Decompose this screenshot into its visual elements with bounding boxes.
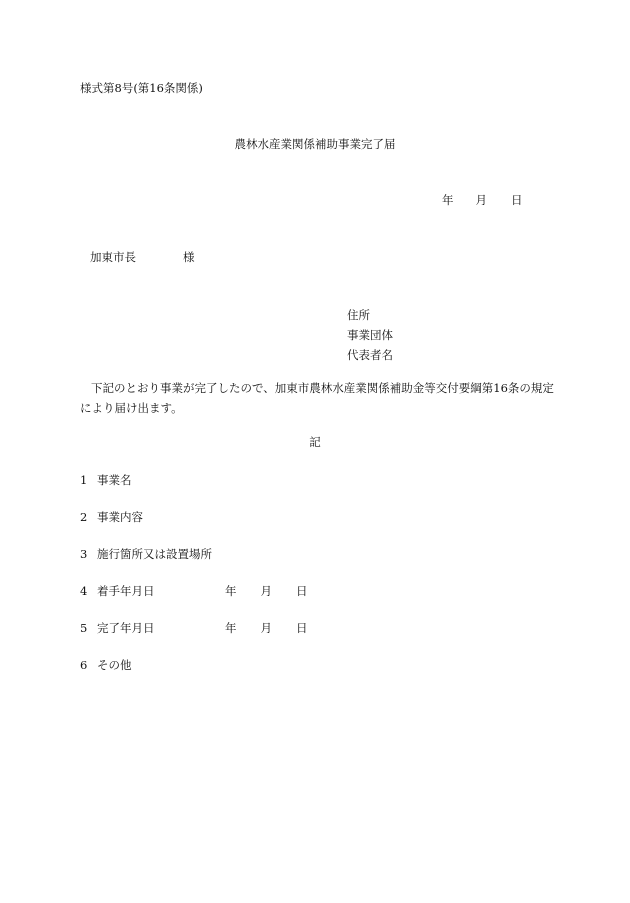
year-label: 年 [225, 621, 237, 635]
organization-label: 事業団体 [347, 328, 393, 342]
representative-label: 代表者名 [347, 348, 393, 362]
ki-heading: 記 [309, 435, 321, 449]
item-number: 1 [80, 473, 88, 487]
addressee-name: 加東市長 [90, 250, 136, 264]
applicant-block [347, 305, 393, 365]
form-number: 様式第8号(第16条関係) [80, 81, 203, 95]
year-label: 年 [225, 584, 237, 598]
month-label: 月 [475, 193, 487, 207]
item-label: 事業名 [97, 473, 132, 487]
month-label: 月 [260, 621, 272, 635]
completion-date-fields [225, 621, 308, 635]
year-label: 年 [442, 193, 454, 207]
list-item [80, 547, 212, 561]
address-label: 住所 [347, 308, 370, 322]
body-text: 下記のとおり事業が完了したので、加東市農林水産業関係補助金等交付要綱第16条の規定により届け出ます。 [80, 381, 554, 415]
item-label: 事業内容 [97, 510, 143, 524]
honorific: 様 [183, 250, 195, 264]
day-label: 日 [296, 584, 308, 598]
item-label: 施行箇所又は設置場所 [97, 547, 212, 561]
item-number: 5 [80, 621, 88, 635]
item-label: その他 [97, 658, 132, 672]
day-label: 日 [296, 621, 308, 635]
list-item [80, 621, 308, 635]
item-number: 2 [80, 510, 88, 524]
item-number: 3 [80, 547, 88, 561]
start-date-fields [225, 584, 308, 598]
list-item [80, 510, 143, 524]
day-label: 日 [511, 193, 523, 207]
month-label: 月 [260, 584, 272, 598]
addressee [90, 250, 195, 264]
list-item [80, 658, 132, 672]
list-item [80, 473, 132, 487]
list-item [80, 584, 308, 598]
item-label: 完了年月日 [97, 621, 155, 635]
submission-date [442, 193, 523, 207]
item-number: 6 [80, 658, 88, 672]
item-number: 4 [80, 584, 88, 598]
item-label: 着手年月日 [97, 584, 155, 598]
document-title: 農林水産業関係補助事業完了届 [234, 137, 396, 151]
